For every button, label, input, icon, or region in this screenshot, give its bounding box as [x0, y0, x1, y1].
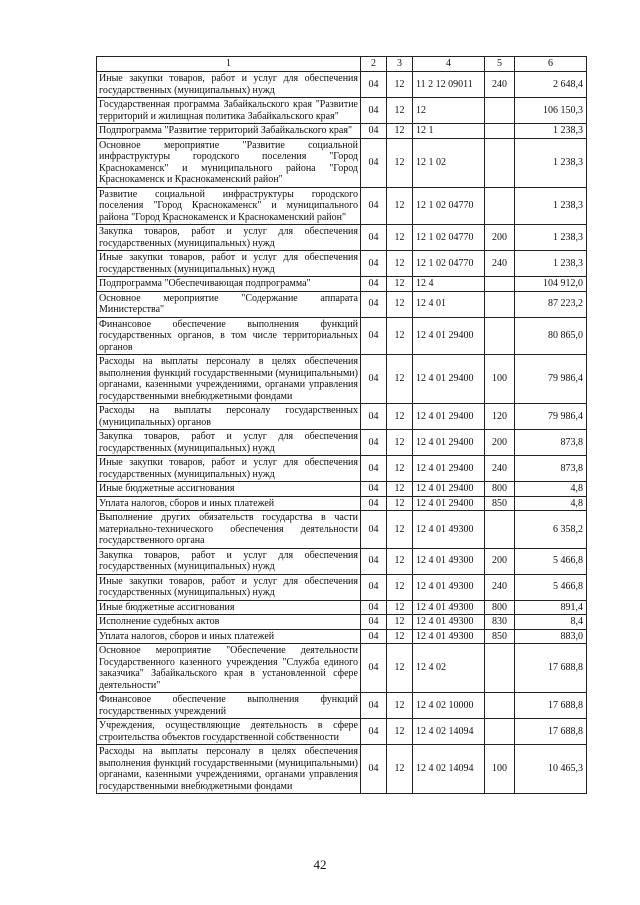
header-row	[97, 57, 587, 72]
row-target-article: 12 1	[413, 124, 485, 139]
table-row	[97, 72, 587, 98]
row-name: Основное мероприятие "Развитие социальной инфраструктуры городского поселения "Город Краснокаменск" и муниципального района "Город Краснокаменск и Краснокаменский район"	[97, 138, 361, 187]
table-row	[97, 124, 587, 139]
row-name: Закупка товаров, работ и услуг для обеспечения государственных (муниципальных) нужд	[97, 225, 361, 251]
row-expense-type: 240	[485, 574, 515, 600]
row-subsection: 12	[387, 98, 413, 124]
row-target-article: 12 4 01 49300	[413, 629, 485, 644]
row-section: 04	[361, 430, 387, 456]
row-subsection: 12	[387, 693, 413, 719]
row-subsection: 12	[387, 574, 413, 600]
row-expense-type: 120	[485, 404, 515, 430]
header-col-5: 5	[485, 57, 515, 72]
row-subsection: 12	[387, 719, 413, 745]
row-section: 04	[361, 251, 387, 277]
header-col-6: 6	[515, 57, 587, 72]
row-expense-type	[485, 98, 515, 124]
table-row	[97, 600, 587, 615]
table-row	[97, 496, 587, 511]
row-section: 04	[361, 225, 387, 251]
row-amount: 17 688,8	[515, 693, 587, 719]
row-section: 04	[361, 404, 387, 430]
row-subsection: 12	[387, 225, 413, 251]
row-expense-type: 100	[485, 355, 515, 404]
row-expense-type: 850	[485, 496, 515, 511]
row-expense-type	[485, 277, 515, 292]
row-name: Основное мероприятие "Содержание аппарата Министерства"	[97, 291, 361, 317]
row-target-article: 12 4 01 29400	[413, 317, 485, 355]
row-section: 04	[361, 317, 387, 355]
row-amount: 79 986,4	[515, 404, 587, 430]
row-amount: 17 688,8	[515, 719, 587, 745]
row-expense-type: 200	[485, 225, 515, 251]
table-row	[97, 482, 587, 497]
row-expense-type	[485, 291, 515, 317]
row-expense-type	[485, 317, 515, 355]
row-amount: 79 986,4	[515, 355, 587, 404]
header-col-2: 2	[361, 57, 387, 72]
row-amount: 2 648,4	[515, 72, 587, 98]
row-name: Иные бюджетные ассигнования	[97, 600, 361, 615]
row-section: 04	[361, 574, 387, 600]
row-target-article: 12	[413, 98, 485, 124]
row-name: Учреждения, осуществляющие деятельность в сфере строительства объектов государственной собственности	[97, 719, 361, 745]
row-name: Иные закупки товаров, работ и услуг для обеспечения государственных (муниципальных) нужд	[97, 251, 361, 277]
row-target-article: 12 4 01 29400	[413, 482, 485, 497]
table-row	[97, 629, 587, 644]
row-name: Исполнение судебных актов	[97, 615, 361, 630]
row-name: Иные закупки товаров, работ и услуг для обеспечения государственных (муниципальных) нужд	[97, 72, 361, 98]
table-row	[97, 138, 587, 187]
table-row	[97, 456, 587, 482]
row-amount: 106 150,3	[515, 98, 587, 124]
table-row	[97, 98, 587, 124]
row-section: 04	[361, 355, 387, 404]
row-section: 04	[361, 277, 387, 292]
row-target-article: 12 4 01 29400	[413, 456, 485, 482]
row-target-article: 12 4 01 49300	[413, 548, 485, 574]
row-subsection: 12	[387, 600, 413, 615]
table-row	[97, 317, 587, 355]
row-name: Иные закупки товаров, работ и услуг для обеспечения государственных (муниципальных) нужд	[97, 574, 361, 600]
row-target-article: 11 2 12 09011	[413, 72, 485, 98]
row-amount: 1 238,3	[515, 187, 587, 225]
table-row	[97, 277, 587, 292]
row-expense-type: 200	[485, 430, 515, 456]
row-subsection: 12	[387, 644, 413, 693]
row-amount: 4,8	[515, 496, 587, 511]
row-subsection: 12	[387, 187, 413, 225]
row-target-article: 12 4 01	[413, 291, 485, 317]
row-target-article: 12 4 01 49300	[413, 615, 485, 630]
row-section: 04	[361, 629, 387, 644]
table-row	[97, 404, 587, 430]
row-amount: 8,4	[515, 615, 587, 630]
table-body	[97, 72, 587, 794]
row-name: Подпрограмма "Обеспечивающая подпрограмма"	[97, 277, 361, 292]
table-row	[97, 355, 587, 404]
row-target-article: 12 4 01 49300	[413, 511, 485, 549]
table-row	[97, 745, 587, 794]
row-subsection: 12	[387, 615, 413, 630]
row-section: 04	[361, 72, 387, 98]
row-target-article: 12 4 02 14094	[413, 745, 485, 794]
row-name: Расходы на выплаты персоналу в целях обеспечения выполнения функций государственными (муниципальными) органами, казенными учреждениями, органами управления государственными внебюджетными фондами	[97, 355, 361, 404]
row-subsection: 12	[387, 72, 413, 98]
row-section: 04	[361, 496, 387, 511]
row-expense-type: 800	[485, 482, 515, 497]
table-row	[97, 615, 587, 630]
row-target-article: 12 4 01 29400	[413, 404, 485, 430]
row-name: Закупка товаров, работ и услуг для обеспечения государственных (муниципальных) нужд	[97, 430, 361, 456]
row-amount: 5 466,8	[515, 574, 587, 600]
table-row	[97, 644, 587, 693]
row-subsection: 12	[387, 496, 413, 511]
row-expense-type: 200	[485, 548, 515, 574]
row-amount: 10 465,3	[515, 745, 587, 794]
row-name: Государственная программа Забайкальского края "Развитие территорий и жилищная политика Забайкальского края"	[97, 98, 361, 124]
row-expense-type: 100	[485, 745, 515, 794]
row-name: Финансовое обеспечение выполнения функций государственных учреждений	[97, 693, 361, 719]
row-amount: 1 238,3	[515, 138, 587, 187]
row-name: Расходы на выплаты персоналу в целях обеспечения выполнения функций государственными (муниципальными) органами, казенными учреждениями, органами управления государственными внебюджетными фондами	[97, 745, 361, 794]
row-target-article: 12 4 01 49300	[413, 600, 485, 615]
row-name: Уплата налогов, сборов и иных платежей	[97, 496, 361, 511]
row-amount: 87 223,2	[515, 291, 587, 317]
row-name: Основное мероприятие "Обеспечение деятельности Государственного казенного учреждения "Служба единого заказчика" Забайкальского края в установленной сфере деятельности"	[97, 644, 361, 693]
row-subsection: 12	[387, 277, 413, 292]
row-expense-type	[485, 511, 515, 549]
row-amount: 1 238,3	[515, 124, 587, 139]
row-expense-type	[485, 644, 515, 693]
row-expense-type	[485, 124, 515, 139]
row-subsection: 12	[387, 355, 413, 404]
row-target-article: 12 4 02	[413, 644, 485, 693]
table-row	[97, 574, 587, 600]
row-section: 04	[361, 138, 387, 187]
table-row	[97, 430, 587, 456]
row-section: 04	[361, 291, 387, 317]
row-target-article: 12 1 02 04770	[413, 187, 485, 225]
row-expense-type: 240	[485, 456, 515, 482]
row-subsection: 12	[387, 482, 413, 497]
table-row	[97, 693, 587, 719]
row-name: Уплата налогов, сборов и иных платежей	[97, 629, 361, 644]
row-name: Развитие социальной инфраструктуры городского поселения "Город Краснокаменск" и муниципального района "Город Краснокаменск и Краснокаменский район"	[97, 187, 361, 225]
row-amount: 891,4	[515, 600, 587, 615]
row-subsection: 12	[387, 138, 413, 187]
row-target-article: 12 4 01 49300	[413, 574, 485, 600]
row-subsection: 12	[387, 745, 413, 794]
row-target-article: 12 4 02 10000	[413, 693, 485, 719]
row-subsection: 12	[387, 629, 413, 644]
row-target-article: 12 4	[413, 277, 485, 292]
header-col-4: 4	[413, 57, 485, 72]
budget-table-page	[96, 56, 586, 794]
table-row	[97, 251, 587, 277]
row-amount: 4,8	[515, 482, 587, 497]
page-number: 42	[313, 857, 327, 872]
row-amount: 80 865,0	[515, 317, 587, 355]
row-name: Иные закупки товаров, работ и услуг для обеспечения государственных (муниципальных) нужд	[97, 456, 361, 482]
row-subsection: 12	[387, 404, 413, 430]
row-section: 04	[361, 745, 387, 794]
row-amount: 17 688,8	[515, 644, 587, 693]
table-row	[97, 719, 587, 745]
row-subsection: 12	[387, 456, 413, 482]
row-subsection: 12	[387, 511, 413, 549]
row-section: 04	[361, 511, 387, 549]
row-amount: 1 238,3	[515, 251, 587, 277]
row-expense-type	[485, 138, 515, 187]
row-subsection: 12	[387, 430, 413, 456]
table-row	[97, 187, 587, 225]
row-name: Финансовое обеспечение выполнения функций государственных органов, в том числе территориальных органов	[97, 317, 361, 355]
row-subsection: 12	[387, 124, 413, 139]
row-expense-type: 850	[485, 629, 515, 644]
row-name: Расходы на выплаты персоналу государственных (муниципальных) органов	[97, 404, 361, 430]
row-section: 04	[361, 482, 387, 497]
row-subsection: 12	[387, 251, 413, 277]
row-section: 04	[361, 98, 387, 124]
row-target-article: 12 4 01 29400	[413, 496, 485, 511]
row-target-article: 12 1 02	[413, 138, 485, 187]
row-section: 04	[361, 124, 387, 139]
row-name: Выполнение других обязательств государства в части материально-технического обеспечения деятельности государственного органа	[97, 511, 361, 549]
row-section: 04	[361, 644, 387, 693]
budget-table	[96, 56, 587, 794]
row-expense-type	[485, 693, 515, 719]
row-subsection: 12	[387, 548, 413, 574]
header-col-3: 3	[387, 57, 413, 72]
row-expense-type: 830	[485, 615, 515, 630]
row-expense-type: 240	[485, 72, 515, 98]
table-row	[97, 548, 587, 574]
row-amount: 883,0	[515, 629, 587, 644]
row-subsection: 12	[387, 291, 413, 317]
row-name: Подпрограмма "Развитие территорий Забайкальского края"	[97, 124, 361, 139]
row-target-article: 12 4 01 29400	[413, 430, 485, 456]
row-amount: 873,8	[515, 456, 587, 482]
row-name: Закупка товаров, работ и услуг для обеспечения государственных (муниципальных) нужд	[97, 548, 361, 574]
row-expense-type	[485, 719, 515, 745]
row-target-article: 12 4 01 29400	[413, 355, 485, 404]
row-expense-type	[485, 187, 515, 225]
table-row	[97, 291, 587, 317]
table-row	[97, 511, 587, 549]
table-row	[97, 225, 587, 251]
row-section: 04	[361, 456, 387, 482]
row-amount: 6 358,2	[515, 511, 587, 549]
row-target-article: 12 1 02 04770	[413, 251, 485, 277]
row-target-article: 12 4 02 14094	[413, 719, 485, 745]
row-section: 04	[361, 693, 387, 719]
row-expense-type: 800	[485, 600, 515, 615]
row-section: 04	[361, 615, 387, 630]
row-section: 04	[361, 548, 387, 574]
row-expense-type: 240	[485, 251, 515, 277]
row-section: 04	[361, 187, 387, 225]
header-col-1: 1	[97, 57, 361, 72]
row-section: 04	[361, 719, 387, 745]
row-name: Иные бюджетные ассигнования	[97, 482, 361, 497]
row-subsection: 12	[387, 317, 413, 355]
row-amount: 873,8	[515, 430, 587, 456]
row-target-article: 12 1 02 04770	[413, 225, 485, 251]
row-amount: 104 912,0	[515, 277, 587, 292]
row-section: 04	[361, 600, 387, 615]
row-amount: 1 238,3	[515, 225, 587, 251]
row-amount: 5 466,8	[515, 548, 587, 574]
